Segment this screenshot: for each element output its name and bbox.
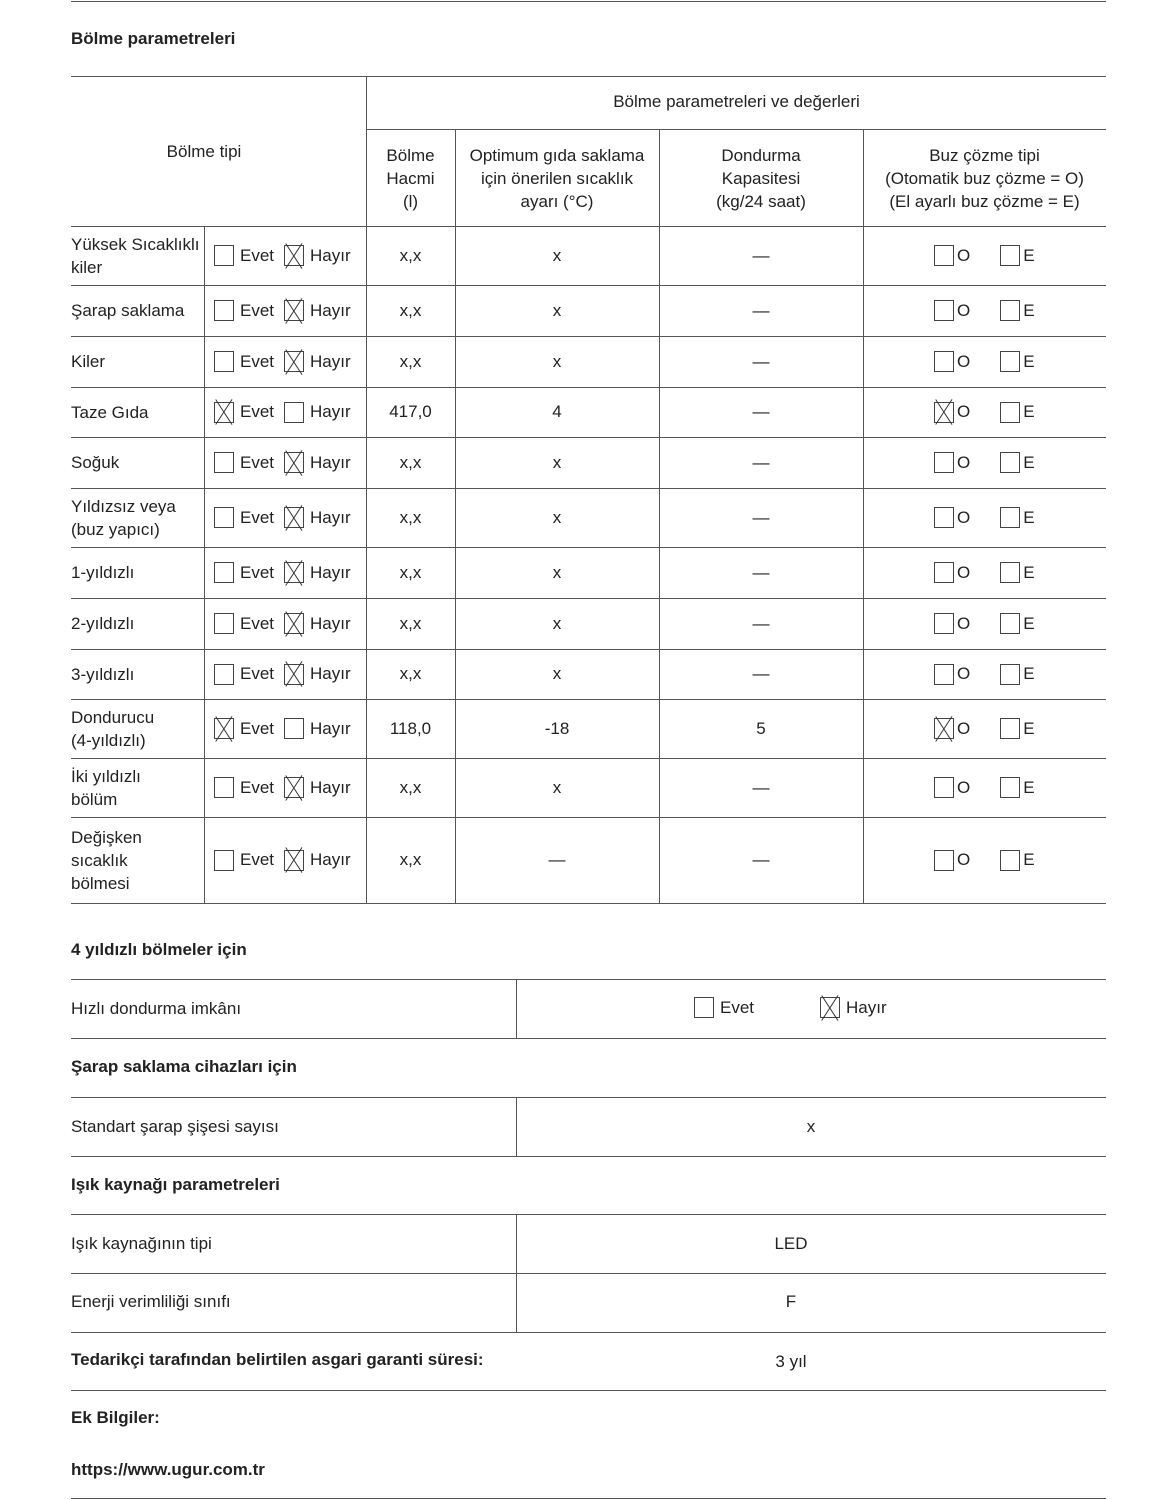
- checkbox-manual[interactable]: [1000, 507, 1020, 528]
- energy-class-label: Enerji verimliliği sınıfı: [71, 1292, 231, 1311]
- label-no: Hayır: [310, 850, 351, 869]
- row-temp: x: [552, 777, 562, 797]
- row-name: Taze Gıda: [71, 402, 149, 422]
- label-no: Hayır: [310, 351, 351, 371]
- checkbox-no[interactable]: [284, 777, 304, 798]
- label-manual: E: [1023, 613, 1035, 633]
- row-name: Yıldızsız veya (buz yapıcı): [71, 496, 176, 539]
- row-defrost: [934, 336, 1035, 387]
- energy-class-value: F: [785, 1292, 797, 1311]
- checkbox-auto[interactable]: [934, 777, 954, 798]
- row-temp: -18: [544, 718, 570, 738]
- label-auto: O: [957, 777, 971, 797]
- row-temp: x: [552, 245, 562, 265]
- checkbox-yes[interactable]: [214, 351, 234, 372]
- checkbox-manual[interactable]: [1000, 402, 1020, 423]
- rule: [71, 1214, 1106, 1215]
- label-auto: O: [957, 613, 971, 633]
- row-yes-no: [214, 547, 351, 598]
- checkbox-manual[interactable]: [1000, 452, 1020, 473]
- row-freeze: —: [752, 402, 770, 421]
- checkbox-manual[interactable]: [1000, 777, 1020, 798]
- row-name: Kiler: [71, 352, 106, 371]
- wine-title: Şarap saklama cihazları için: [71, 1057, 297, 1076]
- row-volume: x,x: [399, 507, 422, 527]
- label-manual: E: [1023, 300, 1035, 320]
- row-volume: x,x: [399, 664, 422, 683]
- checkbox-no[interactable]: [284, 562, 304, 583]
- label-auto: O: [957, 507, 971, 527]
- row-defrost: [934, 547, 1035, 598]
- checkbox-no[interactable]: [284, 402, 304, 423]
- checkbox-auto[interactable]: [934, 613, 954, 634]
- label-auto: O: [957, 402, 971, 421]
- checkbox-yes[interactable]: [214, 300, 234, 321]
- label-no: Hayır: [310, 718, 351, 738]
- row-yes-no: [214, 437, 351, 488]
- row-temp: 4: [552, 402, 562, 421]
- row-freeze: —: [752, 613, 770, 633]
- checkbox-no[interactable]: [284, 351, 304, 372]
- row-yes-no: [214, 758, 351, 817]
- label-no: Hayır: [310, 777, 351, 797]
- label-auto: O: [957, 664, 971, 683]
- row-temp: x: [552, 562, 562, 582]
- header-type: Bölme tipi: [166, 142, 242, 161]
- label-yes: Evet: [240, 613, 275, 633]
- row-freeze: —: [752, 507, 770, 527]
- light-type-value: LED: [774, 1234, 808, 1253]
- row-yes-no: [214, 488, 351, 547]
- warranty-value: 3 yıl: [775, 1352, 807, 1371]
- label-auto: O: [957, 850, 971, 869]
- label-no: Hayır: [310, 562, 351, 582]
- label-auto: O: [957, 562, 971, 582]
- row-yes-no: [214, 226, 351, 285]
- row-yes-no: [214, 649, 351, 699]
- warranty-label: Tedarikçi tarafından belirtilen asgari garanti süresi:: [71, 1350, 484, 1369]
- row-yes-no: [214, 598, 351, 649]
- checkbox-no[interactable]: [284, 718, 304, 739]
- label-manual: E: [1023, 562, 1035, 582]
- label-yes: Evet: [240, 777, 275, 797]
- checkbox[interactable]: [694, 997, 714, 1018]
- checkbox-no[interactable]: [284, 300, 304, 321]
- label-auto: O: [957, 245, 971, 265]
- label-yes: Evet: [240, 718, 275, 738]
- top-rule: [71, 1, 1106, 2]
- row-name: 2-yıldızlı: [71, 614, 135, 633]
- row-temp: x: [552, 351, 562, 371]
- col-divider: [516, 1214, 517, 1332]
- label-yes: Evet: [240, 850, 275, 869]
- checkbox-yes[interactable]: [214, 777, 234, 798]
- checkbox-yes[interactable]: [214, 664, 234, 685]
- label-auto: O: [957, 300, 971, 320]
- rule: [71, 1038, 1106, 1039]
- label-yes: Evet: [240, 452, 275, 472]
- fast-freeze-label: Hızlı dondurma imkânı: [71, 999, 242, 1018]
- label-no: Hayır: [310, 452, 351, 472]
- label-yes: Evet: [240, 245, 275, 265]
- checkbox-auto[interactable]: [934, 351, 954, 372]
- row-temp: —: [548, 850, 566, 869]
- checkbox-no[interactable]: [284, 664, 304, 685]
- row-name: Dondurucu (4-yıldızlı): [71, 707, 155, 750]
- rule: [71, 1390, 1106, 1391]
- row-temp: x: [552, 452, 562, 472]
- row-volume: x,x: [399, 300, 422, 320]
- row-volume: x,x: [399, 777, 422, 797]
- checkbox-yes[interactable]: [214, 613, 234, 634]
- row-volume: x,x: [399, 562, 422, 582]
- label-yes: Evet: [240, 402, 275, 421]
- row-volume: x,x: [399, 613, 422, 633]
- checkbox-manual[interactable]: [1000, 850, 1020, 871]
- label-auto: O: [957, 351, 971, 371]
- header-temp: Optimum gıda saklama için önerilen sıcaklık ayarı (°C): [469, 146, 645, 211]
- row-volume: x,x: [399, 245, 422, 265]
- row-freeze: —: [752, 664, 770, 683]
- row-freeze: —: [752, 777, 770, 797]
- label-no: Hayır: [310, 507, 351, 527]
- checkbox-auto[interactable]: [934, 245, 954, 266]
- col-divider: [516, 979, 517, 1038]
- checkbox-auto[interactable]: [934, 850, 954, 871]
- checkbox-manual[interactable]: [1000, 664, 1020, 685]
- header-freeze: Dondurma Kapasitesi (kg/24 saat): [716, 146, 806, 211]
- light-type-label: Işık kaynağının tipi: [71, 1234, 212, 1253]
- checkbox-auto[interactable]: [934, 300, 954, 321]
- row-defrost: [934, 226, 1035, 285]
- header-volume: Bölme Hacmi (l): [386, 146, 435, 211]
- checkbox-yes[interactable]: [214, 245, 234, 266]
- row-name: Yüksek Sıcaklıklı kiler: [71, 234, 200, 277]
- wine-bottles-label: Standart şarap şişesi sayısı: [71, 1117, 279, 1136]
- wine-bottles-value: x: [806, 1117, 816, 1136]
- label-no: Hayır: [310, 300, 351, 320]
- label-yes: Evet: [240, 507, 275, 527]
- supplier-url[interactable]: https://www.ugur.com.tr: [71, 1460, 265, 1479]
- row-name: Değişken sıcaklık bölmesi: [71, 827, 142, 893]
- checkbox-yes[interactable]: [214, 402, 234, 423]
- label-auto: O: [957, 452, 971, 472]
- row-temp: x: [552, 300, 562, 320]
- row-yes-no: [214, 387, 351, 437]
- row-temp: x: [552, 613, 562, 633]
- checkbox-auto[interactable]: [934, 562, 954, 583]
- row-defrost: [934, 387, 1035, 437]
- checkbox-yes[interactable]: [214, 850, 234, 871]
- row-volume: 118,0: [389, 718, 432, 738]
- checkbox-manual[interactable]: [1000, 562, 1020, 583]
- row-defrost: [934, 699, 1035, 758]
- four-star-title: 4 yıldızlı bölmeler için: [71, 940, 247, 959]
- label-yes: Evet: [240, 562, 275, 582]
- checkbox-auto[interactable]: [934, 452, 954, 473]
- label-manual: E: [1023, 402, 1035, 421]
- label-manual: E: [1023, 351, 1035, 371]
- checkbox-no[interactable]: [284, 850, 304, 871]
- checkbox-manual[interactable]: [1000, 300, 1020, 321]
- checkbox-yes[interactable]: [214, 452, 234, 473]
- label-manual: E: [1023, 452, 1035, 472]
- row-freeze: —: [752, 351, 770, 371]
- label-no: Hayır: [310, 664, 351, 683]
- row-defrost: [934, 437, 1035, 488]
- row-temp: x: [552, 664, 562, 683]
- checkbox-yes[interactable]: [214, 507, 234, 528]
- col-divider: [204, 226, 205, 903]
- checkbox-manual[interactable]: [1000, 351, 1020, 372]
- row-defrost: [934, 758, 1035, 817]
- col-divider: [863, 129, 864, 903]
- checkbox-manual[interactable]: [1000, 718, 1020, 739]
- row-freeze: —: [752, 850, 770, 869]
- row-volume: x,x: [399, 351, 422, 371]
- checkbox-no[interactable]: [284, 613, 304, 634]
- label-yes: Evet: [240, 300, 275, 320]
- header-group: Bölme parametreleri ve değerleri: [613, 92, 860, 111]
- label-yes: Evet: [240, 664, 275, 683]
- row-defrost: [934, 285, 1035, 336]
- checkbox-manual[interactable]: [1000, 613, 1020, 634]
- label-yes: Evet: [240, 351, 275, 371]
- row-volume: x,x: [399, 452, 422, 472]
- checkbox-manual[interactable]: [1000, 245, 1020, 266]
- row-name: 1-yıldızlı: [71, 563, 135, 582]
- checkbox-yes[interactable]: [214, 562, 234, 583]
- row-name: 3-yıldızlı: [71, 664, 135, 684]
- light-title: Işık kaynağı parametreleri: [71, 1175, 280, 1194]
- checkbox-no[interactable]: [284, 507, 304, 528]
- row-freeze: —: [752, 245, 770, 265]
- label-manual: E: [1023, 850, 1035, 869]
- checkbox-auto[interactable]: [934, 507, 954, 528]
- table-top-rule: [71, 76, 1106, 77]
- rule: [71, 1273, 1106, 1274]
- section-title: Bölme parametreleri: [71, 29, 236, 48]
- checkbox-auto[interactable]: [934, 718, 954, 739]
- fast-freeze-no[interactable]: Hayır: [820, 997, 887, 1018]
- label-no: Hayır: [310, 402, 351, 421]
- row-defrost: [934, 649, 1035, 699]
- row-freeze: —: [752, 452, 770, 472]
- label-no: Hayır: [310, 613, 351, 633]
- bottom-rule: [71, 1498, 1106, 1499]
- rule: [71, 1332, 1106, 1333]
- label-manual: E: [1023, 664, 1035, 683]
- group-header-rule: [367, 129, 1106, 130]
- row-freeze: 5: [756, 718, 766, 738]
- label-no: Hayır: [310, 245, 351, 265]
- label-manual: E: [1023, 777, 1035, 797]
- row-freeze: —: [752, 562, 770, 582]
- row-name: Soğuk: [71, 453, 120, 472]
- row-freeze: —: [752, 300, 770, 320]
- checkbox-auto[interactable]: [934, 664, 954, 685]
- checkbox-auto[interactable]: [934, 402, 954, 423]
- label-manual: E: [1023, 507, 1035, 527]
- row-yes-no: [214, 285, 351, 336]
- fast-freeze-yes[interactable]: Evet: [694, 997, 754, 1018]
- row-defrost: [934, 598, 1035, 649]
- row-name: İki yıldızlı bölüm: [71, 766, 141, 809]
- rule: [71, 1097, 1106, 1098]
- row-yes-no: [214, 336, 351, 387]
- rule: [71, 1156, 1106, 1157]
- label-manual: E: [1023, 718, 1035, 738]
- row-name: Şarap saklama: [71, 301, 185, 320]
- checkbox[interactable]: [820, 997, 840, 1018]
- checkbox-yes[interactable]: [214, 718, 234, 739]
- header-defrost: Buz çözme tipi (Otomatik buz çözme = O) (El ayarlı buz çözme = E): [885, 146, 1084, 211]
- row-yes-no: [214, 817, 351, 903]
- label-manual: E: [1023, 245, 1035, 265]
- row-temp: x: [552, 507, 562, 527]
- row-volume: x,x: [399, 850, 422, 869]
- row-defrost: [934, 817, 1035, 903]
- rule: [71, 979, 1106, 980]
- label-auto: O: [957, 718, 971, 738]
- checkbox-no[interactable]: [284, 245, 304, 266]
- row-yes-no: [214, 699, 351, 758]
- checkbox-no[interactable]: [284, 452, 304, 473]
- row-rule: [71, 903, 1106, 904]
- row-volume: 417,0: [389, 402, 432, 421]
- row-defrost: [934, 488, 1035, 547]
- extra-info-label: Ek Bilgiler:: [71, 1408, 160, 1427]
